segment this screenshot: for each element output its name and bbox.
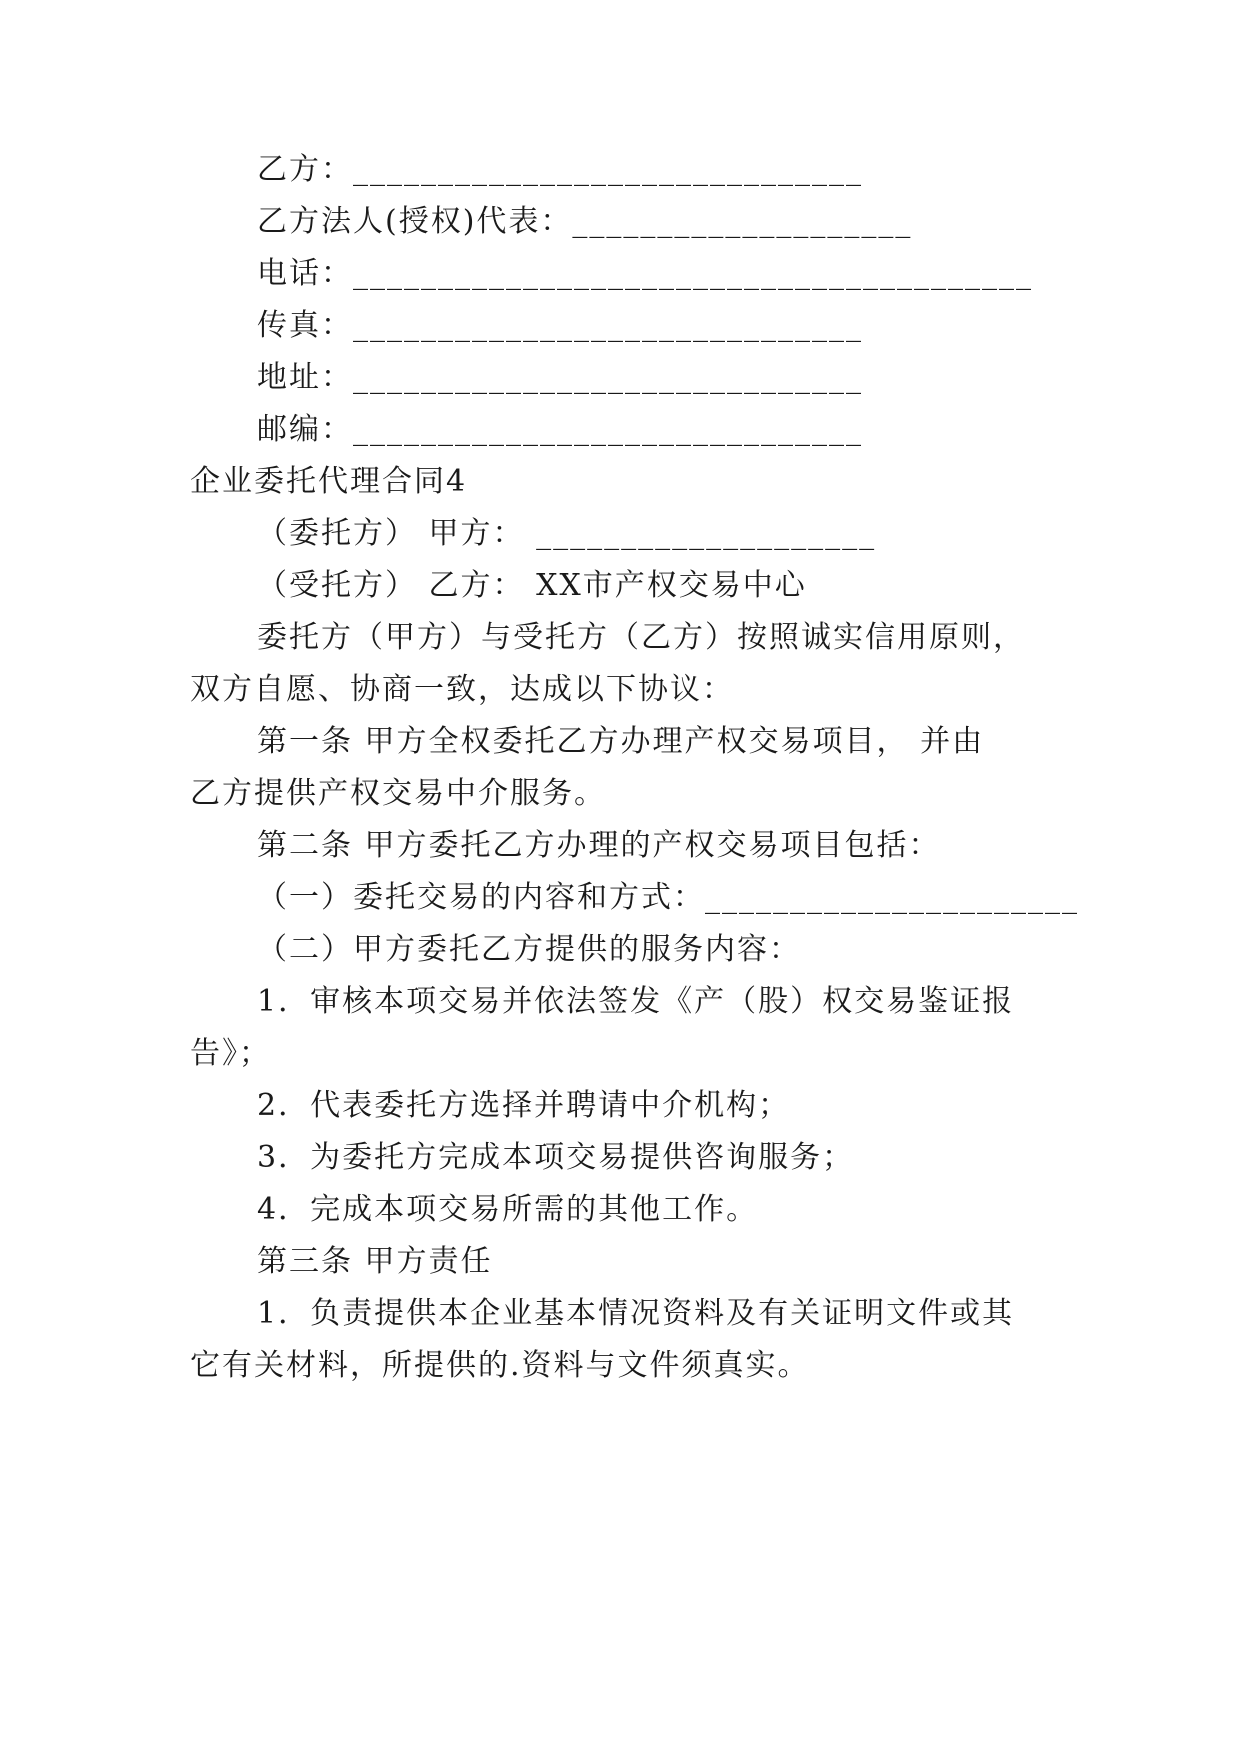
party-b-field: 乙方：______________________________ bbox=[257, 152, 863, 187]
duty-1-line-2: 它有关材料，所提供的.资料与文件须真实。 bbox=[190, 1348, 810, 1383]
party-b-line: （受托方） 乙方： XX市产权交易中心 bbox=[257, 568, 807, 603]
fax-field: 传真：______________________________ bbox=[257, 308, 863, 343]
intro-paragraph-line-2: 双方自愿、协商一致，达成以下协议： bbox=[190, 672, 734, 707]
intro-paragraph-line-1: 委托方（甲方）与受托方（乙方）按照诚实信用原则， bbox=[257, 620, 1025, 655]
article-1-line-2: 乙方提供产权交易中介服务。 bbox=[190, 776, 606, 811]
article-2-item-2: （二）甲方委托乙方提供的服务内容： bbox=[257, 932, 801, 967]
article-2-title: 第二条 甲方委托乙方办理的产权交易项目包括： bbox=[257, 828, 941, 863]
article-2-item-1: （一）委托交易的内容和方式：______________________ bbox=[257, 880, 1079, 915]
service-1-line-1: 1．审核本项交易并依法签发《产（股）权交易鉴证报 bbox=[257, 984, 1015, 1019]
article-1-line-1: 第一条 甲方全权委托乙方办理产权交易项目， 并由 bbox=[257, 724, 985, 759]
service-3: 3．为委托方完成本项交易提供咨询服务； bbox=[257, 1140, 855, 1175]
service-1-line-2: 告》； bbox=[190, 1036, 271, 1071]
phone-field: 电话：________________________________________ bbox=[257, 256, 1033, 291]
service-2: 2．代表委托方选择并聘请中介机构； bbox=[257, 1088, 791, 1123]
address-field: 地址：______________________________ bbox=[257, 360, 863, 395]
duty-1-line-1: 1．负责提供本企业基本情况资料及有关证明文件或其 bbox=[257, 1296, 1015, 1331]
postcode-field: 邮编：______________________________ bbox=[257, 412, 863, 447]
party-a-line: （委托方） 甲方： ____________________ bbox=[257, 516, 877, 551]
service-4: 4．完成本项交易所需的其他工作。 bbox=[257, 1192, 759, 1227]
article-3-title: 第三条 甲方责任 bbox=[257, 1244, 493, 1279]
party-b-representative-field: 乙方法人(授权)代表：____________________ bbox=[257, 204, 913, 239]
contract-title: 企业委托代理合同4 bbox=[190, 464, 468, 499]
